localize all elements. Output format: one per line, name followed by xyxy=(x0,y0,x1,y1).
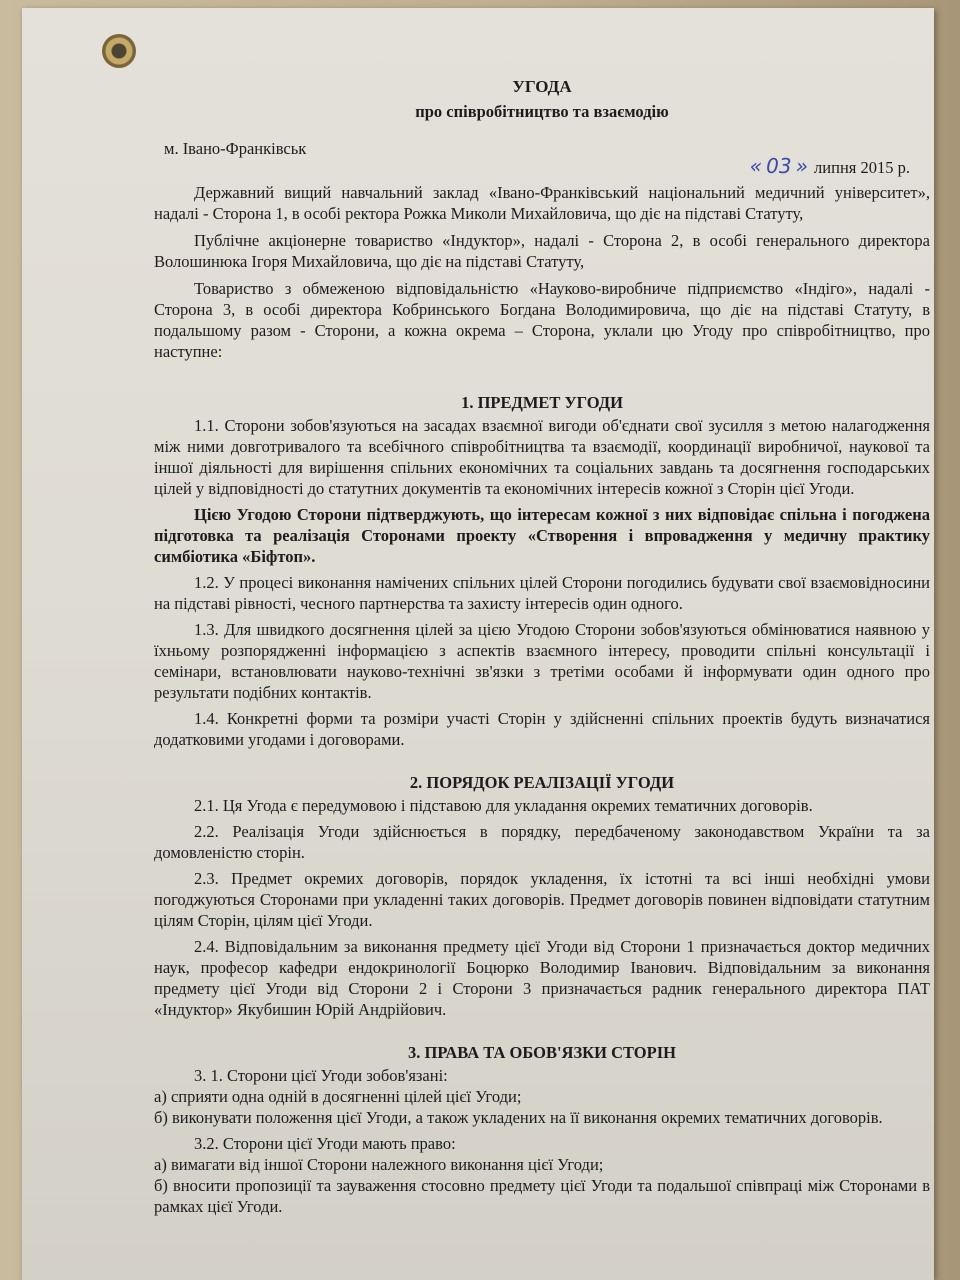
clause-3-1-a: а) сприяти одна одній в досягненні цілей цієї Угоди; xyxy=(154,1087,522,1106)
clause-3-2: 3.2. Сторони цієї Угоди мають право: xyxy=(194,1134,456,1153)
date-day-handwritten: 03 xyxy=(766,154,792,178)
city: м. Івано-Франківськ xyxy=(164,139,307,158)
party-2: Публічне акціонерне товариство «Індуктор», надалі - Сторона 2, в особі генерального директора Волошинюка Ігоря Михайловича, що діє на підставі Статуту, xyxy=(154,231,930,271)
clause-2-3: 2.3. Предмет окремих договорів, порядок укладення, їх істотні та всі інші необхідні умови погоджуються Сторонами при укладенні таких договорів. Предмет договорів повинен відповідати статутним цілям Сторін, цілям цієї Угоди. xyxy=(154,869,930,930)
section-heading-1: 1. ПРЕДМЕТ УГОДИ xyxy=(461,393,623,412)
clause-3-1: 3. 1. Сторони цієї Угоди зобов'язані: xyxy=(194,1066,448,1085)
clause-3-2-b: б) вносити пропозиції та зауваження стосовно предмету цієї Угоди та подальшої співпраці між Сторонами в рамках цієї Угоди. xyxy=(154,1176,930,1216)
date-open-quote: « xyxy=(749,154,763,178)
clause-2-4: 2.4. Відповідальним за виконання предмету цієї Угоди від Сторони 1 призначається доктор медичних наук, професор кафедри ендокринології Боцюрко Володимир Іванович. Відповідальним за виконання предмету цієї Угоди від Сторони 2 і Сторони 3 призначається радник генерального директора ПАТ «Індуктор» Якубишин Юрій Андрійович. xyxy=(154,937,930,1019)
clause-3-2-a: а) вимагати від іншої Сторони належного виконання цієї Угоди; xyxy=(154,1155,604,1174)
document-body xyxy=(154,68,930,1217)
clause-1-3: 1.3. Для швидкого досягнення цілей за цією Угодою Сторони зобов'язуються обмінюватися наявною у їхньому розпорядженні інформацією з аспектів взаємного інтересу, проводити спільні консультації і семінари, встановлювати науково-технічні зв'язки з третіми особами й інформувати один одного про результати подібних контактів. xyxy=(154,620,930,702)
clause-1-confirm: Цією Угодою Сторони підтверджують, що інтересам кожної з них відповідає спільна і погоджена підготовка та реалізація Сторонами проекту «Створення і впровадження у медичну практику симбіотика «Біфтоп». xyxy=(154,505,930,566)
document-title: УГОДА xyxy=(512,77,572,96)
document-subtitle: про співробітництво та взаємодію xyxy=(415,102,669,121)
clause-2-2: 2.2. Реалізація Угоди здійснюється в порядку, передбаченому законодавством України та за домовленістю сторін. xyxy=(154,822,930,862)
date-close-quote: » xyxy=(795,154,808,178)
date xyxy=(748,156,910,178)
party-3: Товариство з обмеженою відповідальністю «Науково-виробниче підприємство «Індіго», надалі - Сторона 3, в особі директора Кобринського Богдана Володимировича, що діє на підставі Статуту, в подальшому разом - Сторони, а кожна окрема – Сторона, уклали цю Угоду про співробітництво, про наступне: xyxy=(154,279,930,361)
clause-3-1-b: б) виконувати положення цієї Угоди, а також укладених на її виконання окремих тематичних договорів. xyxy=(154,1108,883,1127)
section-heading-2: 2. ПОРЯДОК РЕАЛІЗАЦІЇ УГОДИ xyxy=(409,773,675,792)
grommet-icon xyxy=(102,34,136,68)
clause-1-2: 1.2. У процесі виконання намічених спільних цілей Сторони погодились будувати свої взаємовідносини на підставі рівності, чесного партнерства та захисту інтересів один одного. xyxy=(154,573,930,613)
clause-1-4: 1.4. Конкретні форми та розміри участі Сторін у здійсненні спільних проектів будуть визначатися додатковими угодами і договорами. xyxy=(154,709,930,749)
date-rest: липня 2015 р. xyxy=(814,158,910,177)
document-page xyxy=(22,8,934,1280)
section-heading-3: 3. ПРАВА ТА ОБОВ'ЯЗКИ СТОРІН xyxy=(408,1043,676,1062)
clause-1-1: 1.1. Сторони зобов'язуються на засадах взаємної вигоди об'єднати свої зусилля з метою налагодження між ними довготривалого та всебічного співробітництва та взаємодії, координації виробничої, наукової та іншої діяльності для вирішення спільних економічних та соціальних завдань та досягнення господарських цілей у відповідності до статутних документів та економічних інтересів кожної з Сторін цієї Угоди. xyxy=(154,416,930,498)
place-date-row xyxy=(154,134,930,182)
clause-2-1: 2.1. Ця Угода є передумовою і підставою для укладання окремих тематичних договорів. xyxy=(194,796,813,815)
party-1: Державний вищий навчальний заклад «Івано-Франківський національний медичний університет», надалі - Сторона 1, в особі ректора Рожка Миколи Михайловича, що діє на підставі Статуту, xyxy=(154,183,930,223)
